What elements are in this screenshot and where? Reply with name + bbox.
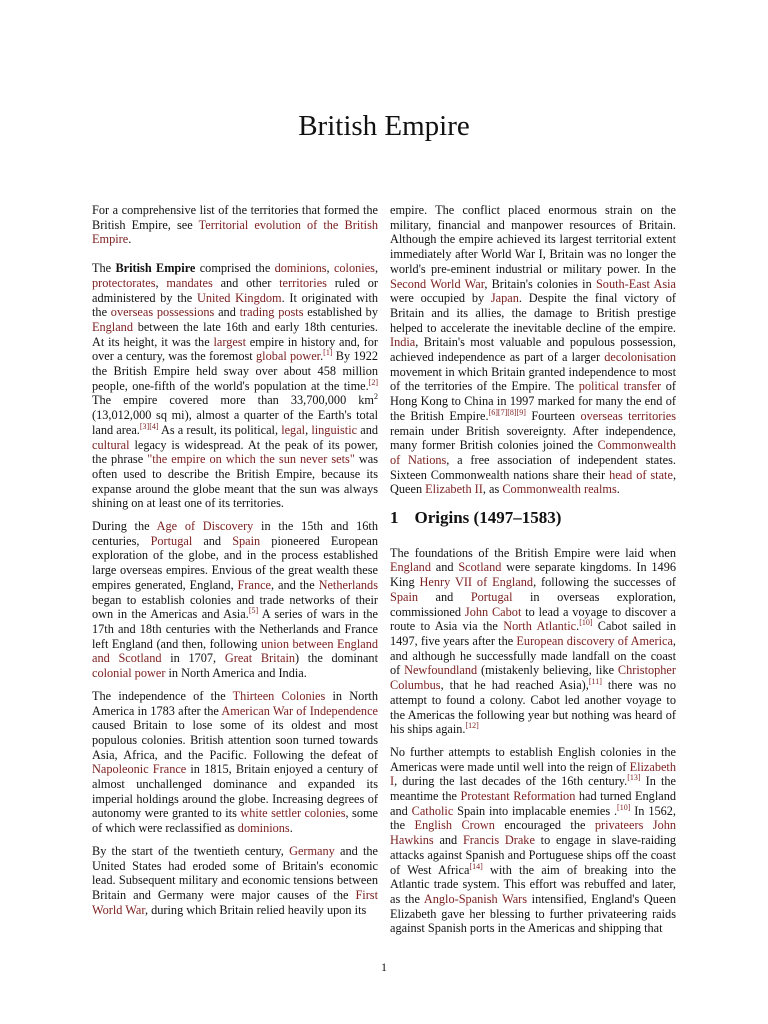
link-japan[interactable]: Japan	[490, 291, 519, 306]
link-john-hawkins[interactable]: John Hawkins	[390, 818, 677, 848]
link-south-east-asia[interactable]: South-East Asia	[595, 276, 676, 291]
link-decolonisation[interactable]: decolonisation	[604, 350, 676, 365]
link-trading-posts[interactable]: trading posts	[239, 305, 304, 320]
link-protestant-reformation[interactable]: Protestant Reformation	[460, 789, 576, 804]
link-colonies[interactable]: colonies	[333, 261, 375, 276]
paragraph-age-of-discovery: During the Age of Discovery in the 15th and 16th centuries, Portugal and Spain pioneered European exploration of the globe, and in the process established large overseas empires. Envious of the great wealth these empires generated, England, France, and the Netherlands began to establish colonies and trade networks of their own in the Americas and Asia.[5] A series of wars in the 17th and 18th centuries with the Netherlands and France left England (and then, following union between England and Scotland in 1707, Great Britain) the dominant colonial power in North America and India.	[92, 519, 379, 681]
intro-paragraph: The British Empire comprised the dominions, colonies, protectorates, mandates and other territories ruled or administered by the United Kingdom. It originated with the overseas possessions and trading posts established by England between the late 16th and early 18th centuries. At its height, it was the largest empire in history and, for over a century, was the foremost global power.[1] By 1922 the British Empire held sway over about 458 million people, one-fifth of the world's population at the time.[2] The empire covered more than 33,700,000 $km^2$ (13,012,000 sq mi), almost a quarter of the Earth's total land area.[3][4] As a result, its political, legal, linguistic and cultural legacy is widespread. At the peak of its power, the phrase "the empire on which the sun never sets" was often used to describe the British Empire, because its expanse around the globe meant that the sun was always shining on at least one of its territories.	[92, 261, 379, 511]
link-age-of-discovery[interactable]: Age of Discovery	[156, 519, 254, 534]
link-thirteen-colonies[interactable]: Thirteen Colonies	[232, 688, 326, 703]
link-second-world-war[interactable]: Second World War	[390, 276, 485, 291]
link-england[interactable]: England	[92, 319, 133, 334]
page-title: British Empire	[298, 110, 470, 142]
hatnote-link[interactable]: Territorial evolution of the British Empire	[92, 217, 378, 247]
section-heading: 1 Origins (1497–1583)	[390, 508, 562, 528]
paragraph-twentieth-century-cont: empire. The conflict placed enormous strain on the military, financial and manpower resources of Britain. Although the empire achieved its largest territorial extent immediately after World War I, Britain was no longer the world's pre-eminent industrial or military power. In the Second World War, Britain's colonies in South-East Asia were occupied by Japan. Despite the final victory of Britain and its allies, the damage to British prestige helped to accelerate the inevitable decline of the empire. India, Britain's most valuable and populous possession, achieved independence as part of a larger decolonisation movement in which Britain granted independence to most of the territories of the Empire. The political transfer of Hong Kong to China in 1997 marked for many the end of the British Empire.[6][7][8][9] Fourteen overseas territories remain under British sovereignty. After independence, many former British colonies joined the Commonwealth of Nations, a free association of independent states. Sixteen Commonwealth nations share their head of state, Queen Elizabeth II, as Commonwealth realms.	[390, 203, 677, 497]
link-white-settler-colonies[interactable]: white settler colonies	[240, 806, 346, 821]
link-catholic[interactable]: Catholic	[411, 803, 454, 818]
link-scotland[interactable]: Scotland	[458, 560, 502, 575]
link-francis-drake[interactable]: Francis Drake	[462, 833, 535, 848]
page-number: 1	[381, 960, 387, 974]
link-overseas-possessions[interactable]: overseas possessions	[110, 305, 215, 320]
link-union[interactable]: union between England and Scotland	[92, 636, 378, 666]
link-protectorates[interactable]: protectorates	[92, 275, 156, 290]
link-anglo-spanish-wars[interactable]: Anglo-Spanish Wars	[423, 891, 528, 906]
link-linguistic[interactable]: linguistic	[311, 422, 358, 437]
link-germany[interactable]: Germany	[289, 843, 335, 858]
link-napoleonic-france[interactable]: Napoleonic France	[92, 762, 187, 777]
link-spain-2[interactable]: Spain	[390, 589, 419, 604]
paragraph-twentieth-century: By the start of the twentieth century, Germany and the United States had eroded some of Britain's economic lead. Subsequent military and economic tensions between Britain and Germany were major causes of the First World War, during which Britain relied heavily upon its	[92, 843, 378, 917]
ref-link[interactable]: [1]	[323, 348, 333, 358]
ref-link[interactable]: [10]	[617, 802, 631, 812]
link-portugal-2[interactable]: Portugal	[470, 589, 513, 604]
link-legal[interactable]: legal	[281, 422, 306, 437]
link-portugal[interactable]: Portugal	[150, 533, 193, 548]
link-christopher-columbus[interactable]: Christopher Columbus	[390, 663, 676, 693]
link-head-of-state[interactable]: head of state	[609, 467, 673, 482]
link-dominions-2[interactable]: dominions	[237, 821, 290, 836]
link-india[interactable]: India	[390, 335, 416, 350]
ref-link[interactable]: [6][7][8][9]	[488, 407, 526, 417]
link-privateers[interactable]: privateers	[594, 818, 644, 833]
link-mandates[interactable]: mandates	[166, 275, 213, 290]
link-territories[interactable]: territories	[279, 275, 327, 290]
ref-link[interactable]: [14]	[469, 861, 483, 871]
link-spain[interactable]: Spain	[232, 533, 261, 548]
link-united-kingdom[interactable]: United Kingdom	[196, 290, 282, 305]
link-cultural[interactable]: cultural	[92, 437, 130, 452]
right-column	[390, 203, 676, 944]
link-john-cabot[interactable]: John Cabot	[464, 604, 522, 619]
left-column	[92, 203, 378, 925]
link-political-transfer[interactable]: political transfer	[578, 379, 662, 394]
ref-link[interactable]: [13]	[627, 773, 641, 783]
paragraph-elizabeth: No further attempts to establish English colonies in the Americas were made until well into the reign of Elizabeth I, during the last decades of the 16th century.[13] In the meantime the Protestant Reformation had turned England and Catholic Spain into implacable enemies .[10] In 1562, the English Crown encouraged the privateers John Hawkins and Francis Drake to engage in slave-raiding attacks against Spanish and Portuguese ships off the coast of West Africa[14] with the aim of breaking into the Atlantic trade system. This effort was rebuffed and later, as the Anglo-Spanish Wars intensified, England's Queen Elizabeth gave her blessing to further privateering raids against Spanish ports in the Americas and shipping that	[390, 744, 677, 936]
ref-link[interactable]: [10]	[579, 618, 593, 628]
link-elizabeth-ii[interactable]: Elizabeth II	[425, 482, 483, 497]
link-largest[interactable]: largest	[213, 334, 247, 349]
link-sun-never-sets[interactable]: "the empire on which the sun never sets"	[147, 452, 355, 467]
link-colonial-power[interactable]: colonial power	[92, 666, 166, 681]
link-dominions[interactable]: dominions	[274, 261, 327, 276]
link-commonwealth-of-nations[interactable]: Commonwealth of Nations	[390, 438, 676, 467]
link-netherlands[interactable]: Netherlands	[318, 577, 378, 592]
paragraph-independence: The independence of the Thirteen Colonies in North America in 1783 after the American War of Independence caused Britain to lose some of its oldest and most populous colonies. British attention soon turned towards Asia, Africa, and the Pacific. Following the defeat of Napoleonic France in 1815, Britain enjoyed a century of almost unchallenged dominance and expanded its imperial holdings around the globe. Increasing degrees of autonomy were granted to its white settler colonies, some of which were reclassified as dominions.	[92, 688, 378, 836]
link-first-world-war[interactable]: First World War	[92, 887, 378, 917]
ref-link[interactable]: [2]	[368, 377, 378, 387]
ref-link[interactable]: [11]	[588, 677, 602, 686]
link-henry-vii[interactable]: Henry VII of England	[419, 575, 534, 590]
ref-link[interactable]: [3][4]	[139, 421, 159, 431]
link-france[interactable]: France	[237, 577, 272, 592]
link-english-crown[interactable]: English Crown	[414, 818, 495, 833]
ref-link[interactable]: [12]	[465, 721, 479, 731]
ref-link[interactable]: [5]	[248, 606, 259, 616]
link-american-war[interactable]: American War of Independence	[221, 703, 378, 718]
lead-term: British Empire	[115, 261, 196, 276]
link-newfoundland[interactable]: Newfoundland	[404, 663, 478, 678]
link-european-discovery[interactable]: European discovery of America	[516, 633, 673, 648]
link-elizabeth-i[interactable]: Elizabeth I	[390, 759, 676, 789]
paragraph-origins: The foundations of the British Empire were laid when England and Scotland were separate kingdoms. In 1496 King Henry VII of England, following the successes of Spain and Portugal in overseas exploration, commissioned John Cabot to lead a voyage to discover a route to Asia via the North Atlantic.[10] Cabot sailed in 1497, five years after the European discovery of America, and although he successfully made landfall on the coast of Newfoundland (mistakenly believing, like Christopher Columbus, that he had reached Asia),[11] there was no attempt to found a colony. Cabot led another voyage to the Americas the following year but nothing was heard of his ships again.[12]	[390, 545, 677, 737]
link-great-britain[interactable]: Great Britain	[224, 651, 296, 666]
link-north-atlantic[interactable]: North Atlantic	[503, 619, 577, 634]
link-commonwealth-realms[interactable]: Commonwealth realms	[502, 482, 617, 497]
link-overseas-territories[interactable]: overseas territories	[580, 408, 676, 423]
hatnote: For a comprehensive list of the territories that formed the British Empire, see Territorial evolution of the British Empire.	[92, 203, 378, 247]
link-england-2[interactable]: England	[390, 560, 431, 575]
link-global-power[interactable]: global power	[256, 349, 321, 364]
